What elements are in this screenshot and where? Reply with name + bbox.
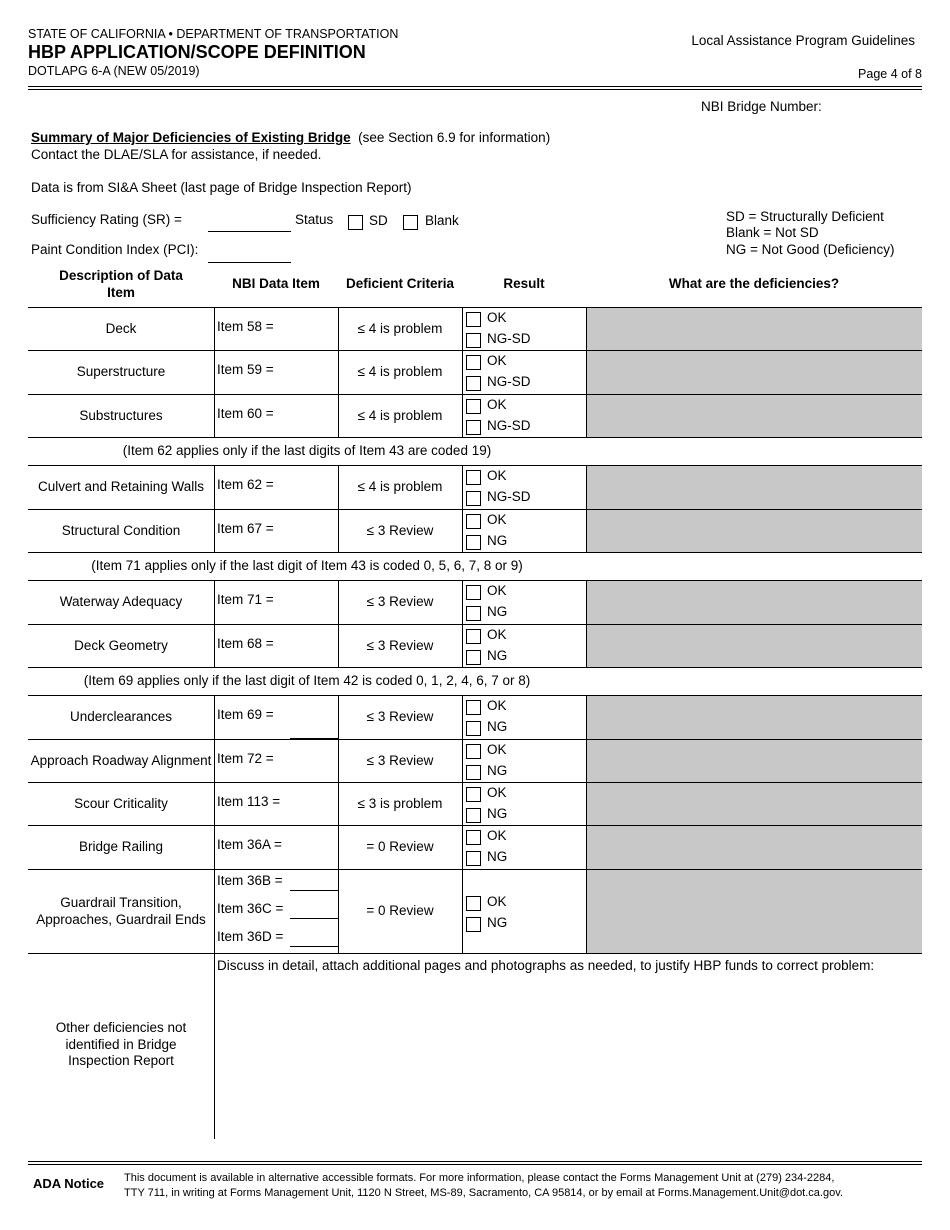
table-col-rule [214, 695, 215, 739]
result-ok-checkbox[interactable] [466, 744, 481, 759]
description-cell: Superstructure [76, 364, 166, 379]
page-number: Page 4 of 8 [858, 67, 922, 81]
table-col-rule [214, 624, 215, 667]
nbi-bridge-number-label: NBI Bridge Number: [701, 99, 822, 114]
nbi-item-label: Item 58 = [217, 318, 274, 334]
criteria-cell: ≤ 4 is problem [357, 364, 443, 379]
nbi-item-label: Item 72 = [217, 750, 274, 766]
nbi-item-input[interactable] [290, 309, 336, 348]
criteria-cell: ≤ 3 Review [366, 637, 434, 653]
criteria-cell: = 0 Review [366, 839, 434, 854]
result-ng-label: NG [487, 763, 508, 778]
result-ok-checkbox[interactable] [466, 355, 481, 370]
nbi-item-input[interactable] [290, 511, 336, 550]
contact-note: Contact the DLAE/SLA for assistance, if needed. [31, 147, 322, 162]
nbi-item-label: Item 36D = [217, 929, 284, 944]
result-ok-label: OK [487, 785, 507, 800]
description-cell: Substructures [79, 407, 163, 423]
nbi-item-label: Item 59 = [217, 362, 274, 377]
ada-notice-line2: TTY 711, in writing at Forms Management Unit, 1120 N Street, MS-89, Sacramento, CA 95814, or by email at Forms.Management.Unit@dot.ca.gov. [124, 1187, 843, 1199]
result-ng-checkbox[interactable] [466, 765, 481, 780]
table-row-rule [28, 465, 586, 466]
description-cell: Bridge Railing [78, 839, 164, 854]
table-col-rule [462, 509, 463, 552]
other-col-rule [214, 953, 215, 1139]
other-deficiencies-instruction: Discuss in detail, attach additional pages and photographs as needed, to justify HBP funds to correct problem: [217, 958, 875, 973]
header-criteria: Deficient Criteria [345, 276, 455, 291]
table-col-rule [462, 739, 463, 782]
result-ok-label: OK [487, 310, 507, 325]
deficiency-input-area[interactable] [587, 783, 922, 825]
result-ng-checkbox[interactable] [466, 376, 481, 391]
table-row-rule [28, 953, 922, 954]
deficiency-input-area[interactable] [587, 826, 922, 869]
criteria-cell: ≤ 4 is problem [357, 479, 443, 494]
nbi-item-input[interactable] [290, 352, 336, 392]
criteria-cell: ≤ 3 is problem [357, 795, 443, 811]
table-col-rule [462, 580, 463, 624]
criteria-cell: ≤ 3 Review [366, 594, 434, 609]
table-col-rule [586, 307, 587, 350]
legend-ng: NG = Not Good (Deficiency) [726, 242, 895, 257]
summary-heading-text: Summary of Major Deficiencies of Existing Bridge [31, 130, 351, 145]
deficiency-input-area[interactable] [587, 510, 922, 552]
nbi-item-input[interactable] [290, 582, 336, 622]
result-ok-label: OK [487, 397, 507, 412]
result-ok-checkbox[interactable] [466, 787, 481, 802]
form-title: HBP APPLICATION/SCOPE DEFINITION [28, 42, 366, 62]
blank-checkbox[interactable] [403, 215, 418, 230]
guidelines-title: Local Assistance Program Guidelines [691, 33, 915, 48]
agency-line: STATE OF CALIFORNIA • DEPARTMENT OF TRANSPORTATION [28, 27, 399, 41]
sr-input[interactable] [208, 231, 291, 232]
table-col-rule [586, 394, 587, 437]
footer-rule-top [28, 1161, 922, 1162]
sd-checkbox[interactable] [348, 215, 363, 230]
nbi-item-label: Item 68 = [217, 635, 274, 651]
result-ok-checkbox[interactable] [466, 470, 481, 485]
header-rule-top [28, 86, 922, 87]
result-ok-label: OK [487, 512, 507, 527]
result-ng-label: NG [487, 849, 508, 864]
result-ng-checkbox[interactable] [466, 851, 481, 866]
nbi-item-input[interactable] [290, 467, 336, 507]
result-ng-label: NG [487, 648, 508, 663]
header-nbi: NBI Data Item [232, 276, 320, 291]
header-description: Description of Data Item [59, 268, 183, 300]
nbi-item-input[interactable] [290, 626, 336, 665]
deficiency-input-area[interactable] [587, 870, 922, 953]
legend-sd: SD = Structurally Deficient [726, 209, 884, 224]
description-cell: Waterway Adequacy [59, 594, 183, 609]
deficiency-input-area[interactable] [587, 351, 922, 394]
result-ng-label: NG-SD [487, 489, 531, 504]
table-row-rule [28, 695, 586, 696]
result-ng-label: NG-SD [487, 331, 531, 346]
table-col-rule [214, 307, 215, 350]
result-ng-checkbox[interactable] [466, 721, 481, 736]
result-ok-label: OK [487, 698, 507, 713]
criteria-cell: ≤ 3 Review [366, 709, 434, 724]
table-col-rule [214, 465, 215, 509]
result-ok-checkbox[interactable] [466, 514, 481, 529]
nbi-item-label: Item 71 = [217, 592, 274, 607]
nbi-item-input[interactable] [290, 396, 336, 435]
table-col-rule [462, 465, 463, 509]
result-ng-checkbox[interactable] [466, 917, 481, 932]
deficiency-input-area[interactable] [587, 466, 922, 509]
nbi-item-input[interactable] [290, 918, 338, 919]
result-ok-checkbox[interactable] [466, 629, 481, 644]
description-cell: Deck Geometry [74, 637, 168, 653]
result-ok-checkbox[interactable] [466, 830, 481, 845]
table-col-rule [214, 825, 215, 869]
result-ok-label: OK [487, 894, 507, 909]
result-ok-label: OK [487, 627, 507, 642]
result-ng-label: NG [487, 719, 508, 734]
result-ng-label: NG [487, 533, 508, 548]
legend-blank: Blank = Not SD [726, 225, 819, 240]
summary-heading-note: (see Section 6.9 for information) [358, 130, 551, 145]
table-col-rule [214, 739, 215, 782]
nbi-item-label: Item 113 = [217, 793, 281, 809]
table-col-rule [214, 394, 215, 437]
result-ok-checkbox[interactable] [466, 585, 481, 600]
table-col-rule [462, 825, 463, 869]
header-rule-bottom [28, 89, 922, 90]
nbi-item-label: Item 36A = [217, 837, 282, 852]
ada-notice-line1: This document is available in alternative accessible formats. For more information, please contact the Forms Management Unit at (279) 234-2284, [124, 1172, 835, 1184]
table-col-rule [214, 782, 215, 825]
description-cell: Scour Criticality [74, 795, 168, 811]
nbi-item-input[interactable] [290, 890, 338, 891]
result-ok-checkbox[interactable] [466, 399, 481, 414]
criteria-cell: ≤ 3 Review [366, 752, 434, 768]
result-ng-label: NG [487, 806, 508, 821]
table-row-rule [28, 552, 922, 553]
table-col-rule [586, 782, 587, 825]
table-row-rule [28, 667, 922, 668]
nbi-item-label: Item 67 = [217, 520, 274, 536]
nbi-item-label: Item 62 = [217, 477, 274, 492]
description-cell: Structural Condition [61, 522, 181, 538]
criteria-cell: ≤ 4 is problem [357, 320, 443, 336]
result-ng-checkbox[interactable] [466, 333, 481, 348]
result-ng-checkbox[interactable] [466, 491, 481, 506]
result-ng-checkbox[interactable] [466, 606, 481, 621]
description-cell: Guardrail Transition, Approaches, Guardrail Ends [36, 895, 206, 927]
table-col-rule [586, 580, 587, 624]
table-col-rule [586, 624, 587, 667]
result-ng-label: NG [487, 915, 508, 930]
result-ok-label: OK [487, 583, 507, 598]
table-col-rule [214, 869, 215, 953]
result-ok-label: OK [487, 468, 507, 483]
result-ng-checkbox[interactable] [466, 535, 481, 550]
header-deficiencies: What are the deficiencies? [668, 276, 840, 291]
table-col-rule [586, 465, 587, 509]
result-ok-label: OK [487, 742, 507, 757]
data-source-note: Data is from SI&A Sheet (last page of Bridge Inspection Report) [31, 180, 412, 195]
nbi-item-label: Item 36B = [217, 873, 283, 888]
result-ng-label: NG [487, 604, 508, 619]
result-ng-label: NG-SD [487, 374, 531, 389]
blank-label: Blank [425, 213, 459, 228]
nbi-bridge-number-field[interactable] [830, 97, 920, 115]
table-col-rule [214, 350, 215, 394]
criteria-cell: ≤ 3 Review [366, 522, 434, 538]
table-col-rule [214, 509, 215, 552]
deficiency-input-area[interactable] [587, 395, 922, 437]
nbi-item-label: Item 69 = [217, 707, 274, 722]
table-col-rule [586, 739, 587, 782]
other-deficiencies-input[interactable] [217, 980, 919, 1135]
result-ok-label: OK [487, 353, 507, 368]
nbi-item-input[interactable] [290, 946, 338, 947]
result-ok-label: OK [487, 828, 507, 843]
result-ng-checkbox[interactable] [466, 808, 481, 823]
sr-label: Sufficiency Rating (SR) = [31, 212, 182, 227]
table-note: (Item 71 applies only if the last digit of Item 43 is coded 0, 5, 6, 7, 8 or 9) [91, 558, 523, 573]
table-col-rule [462, 394, 463, 437]
table-col-rule [586, 825, 587, 869]
nbi-item-input[interactable] [290, 827, 336, 867]
other-deficiencies-label: Other deficiencies not identified in Bridge Inspection Report [55, 1020, 187, 1068]
description-cell: Approach Roadway Alignment [30, 752, 212, 768]
result-ok-checkbox[interactable] [466, 312, 481, 327]
deficiency-input-area[interactable] [587, 625, 922, 667]
table-col-rule [586, 695, 587, 739]
table-col-rule [462, 869, 463, 953]
deficiency-input-area[interactable] [587, 308, 922, 350]
deficiency-input-area[interactable] [587, 696, 922, 739]
footer-rule-bottom [28, 1164, 922, 1165]
summary-heading [31, 130, 550, 145]
table-row-rule [28, 437, 922, 438]
result-ng-checkbox[interactable] [466, 650, 481, 665]
deficiency-input-area[interactable] [587, 581, 922, 624]
table-col-rule [462, 782, 463, 825]
table-col-rule [214, 580, 215, 624]
result-ok-checkbox[interactable] [466, 896, 481, 911]
table-col-rule [462, 695, 463, 739]
criteria-cell: ≤ 4 is problem [357, 407, 443, 423]
pci-label: Paint Condition Index (PCI): [31, 242, 199, 257]
result-ok-checkbox[interactable] [466, 700, 481, 715]
form-id: DOTLAPG 6-A (NEW 05/2019) [28, 64, 200, 78]
table-row-rule [28, 580, 586, 581]
header-result: Result [503, 276, 545, 291]
nbi-item-input[interactable] [290, 784, 336, 823]
pci-input[interactable] [208, 262, 291, 263]
table-col-rule [586, 869, 587, 953]
description-cell: Underclearances [69, 709, 173, 724]
table-note: (Item 69 applies only if the last digit of Item 42 is coded 0, 1, 2, 4, 6, 7 or 8) [83, 673, 531, 688]
ada-notice-label: ADA Notice [33, 1176, 105, 1191]
nbi-item-input[interactable] [290, 738, 338, 739]
deficiency-input-area[interactable] [587, 740, 922, 782]
status-label: Status [295, 212, 334, 227]
description-cell: Culvert and Retaining Walls [37, 479, 205, 494]
description-cell: Deck [105, 320, 137, 336]
table-col-rule [462, 624, 463, 667]
result-ng-checkbox[interactable] [466, 420, 481, 435]
table-col-rule [586, 509, 587, 552]
nbi-item-label: Item 36C = [217, 901, 284, 916]
nbi-item-input[interactable] [290, 741, 336, 780]
table-col-rule [586, 350, 587, 394]
result-ng-label: NG-SD [487, 418, 531, 433]
sd-label: SD [369, 213, 388, 228]
table-col-rule [462, 307, 463, 350]
criteria-cell: = 0 Review [366, 903, 434, 918]
table-col-rule [462, 350, 463, 394]
table-note: (Item 62 applies only if the last digits of Item 43 are coded 19) [122, 443, 492, 458]
nbi-item-label: Item 60 = [217, 405, 274, 421]
